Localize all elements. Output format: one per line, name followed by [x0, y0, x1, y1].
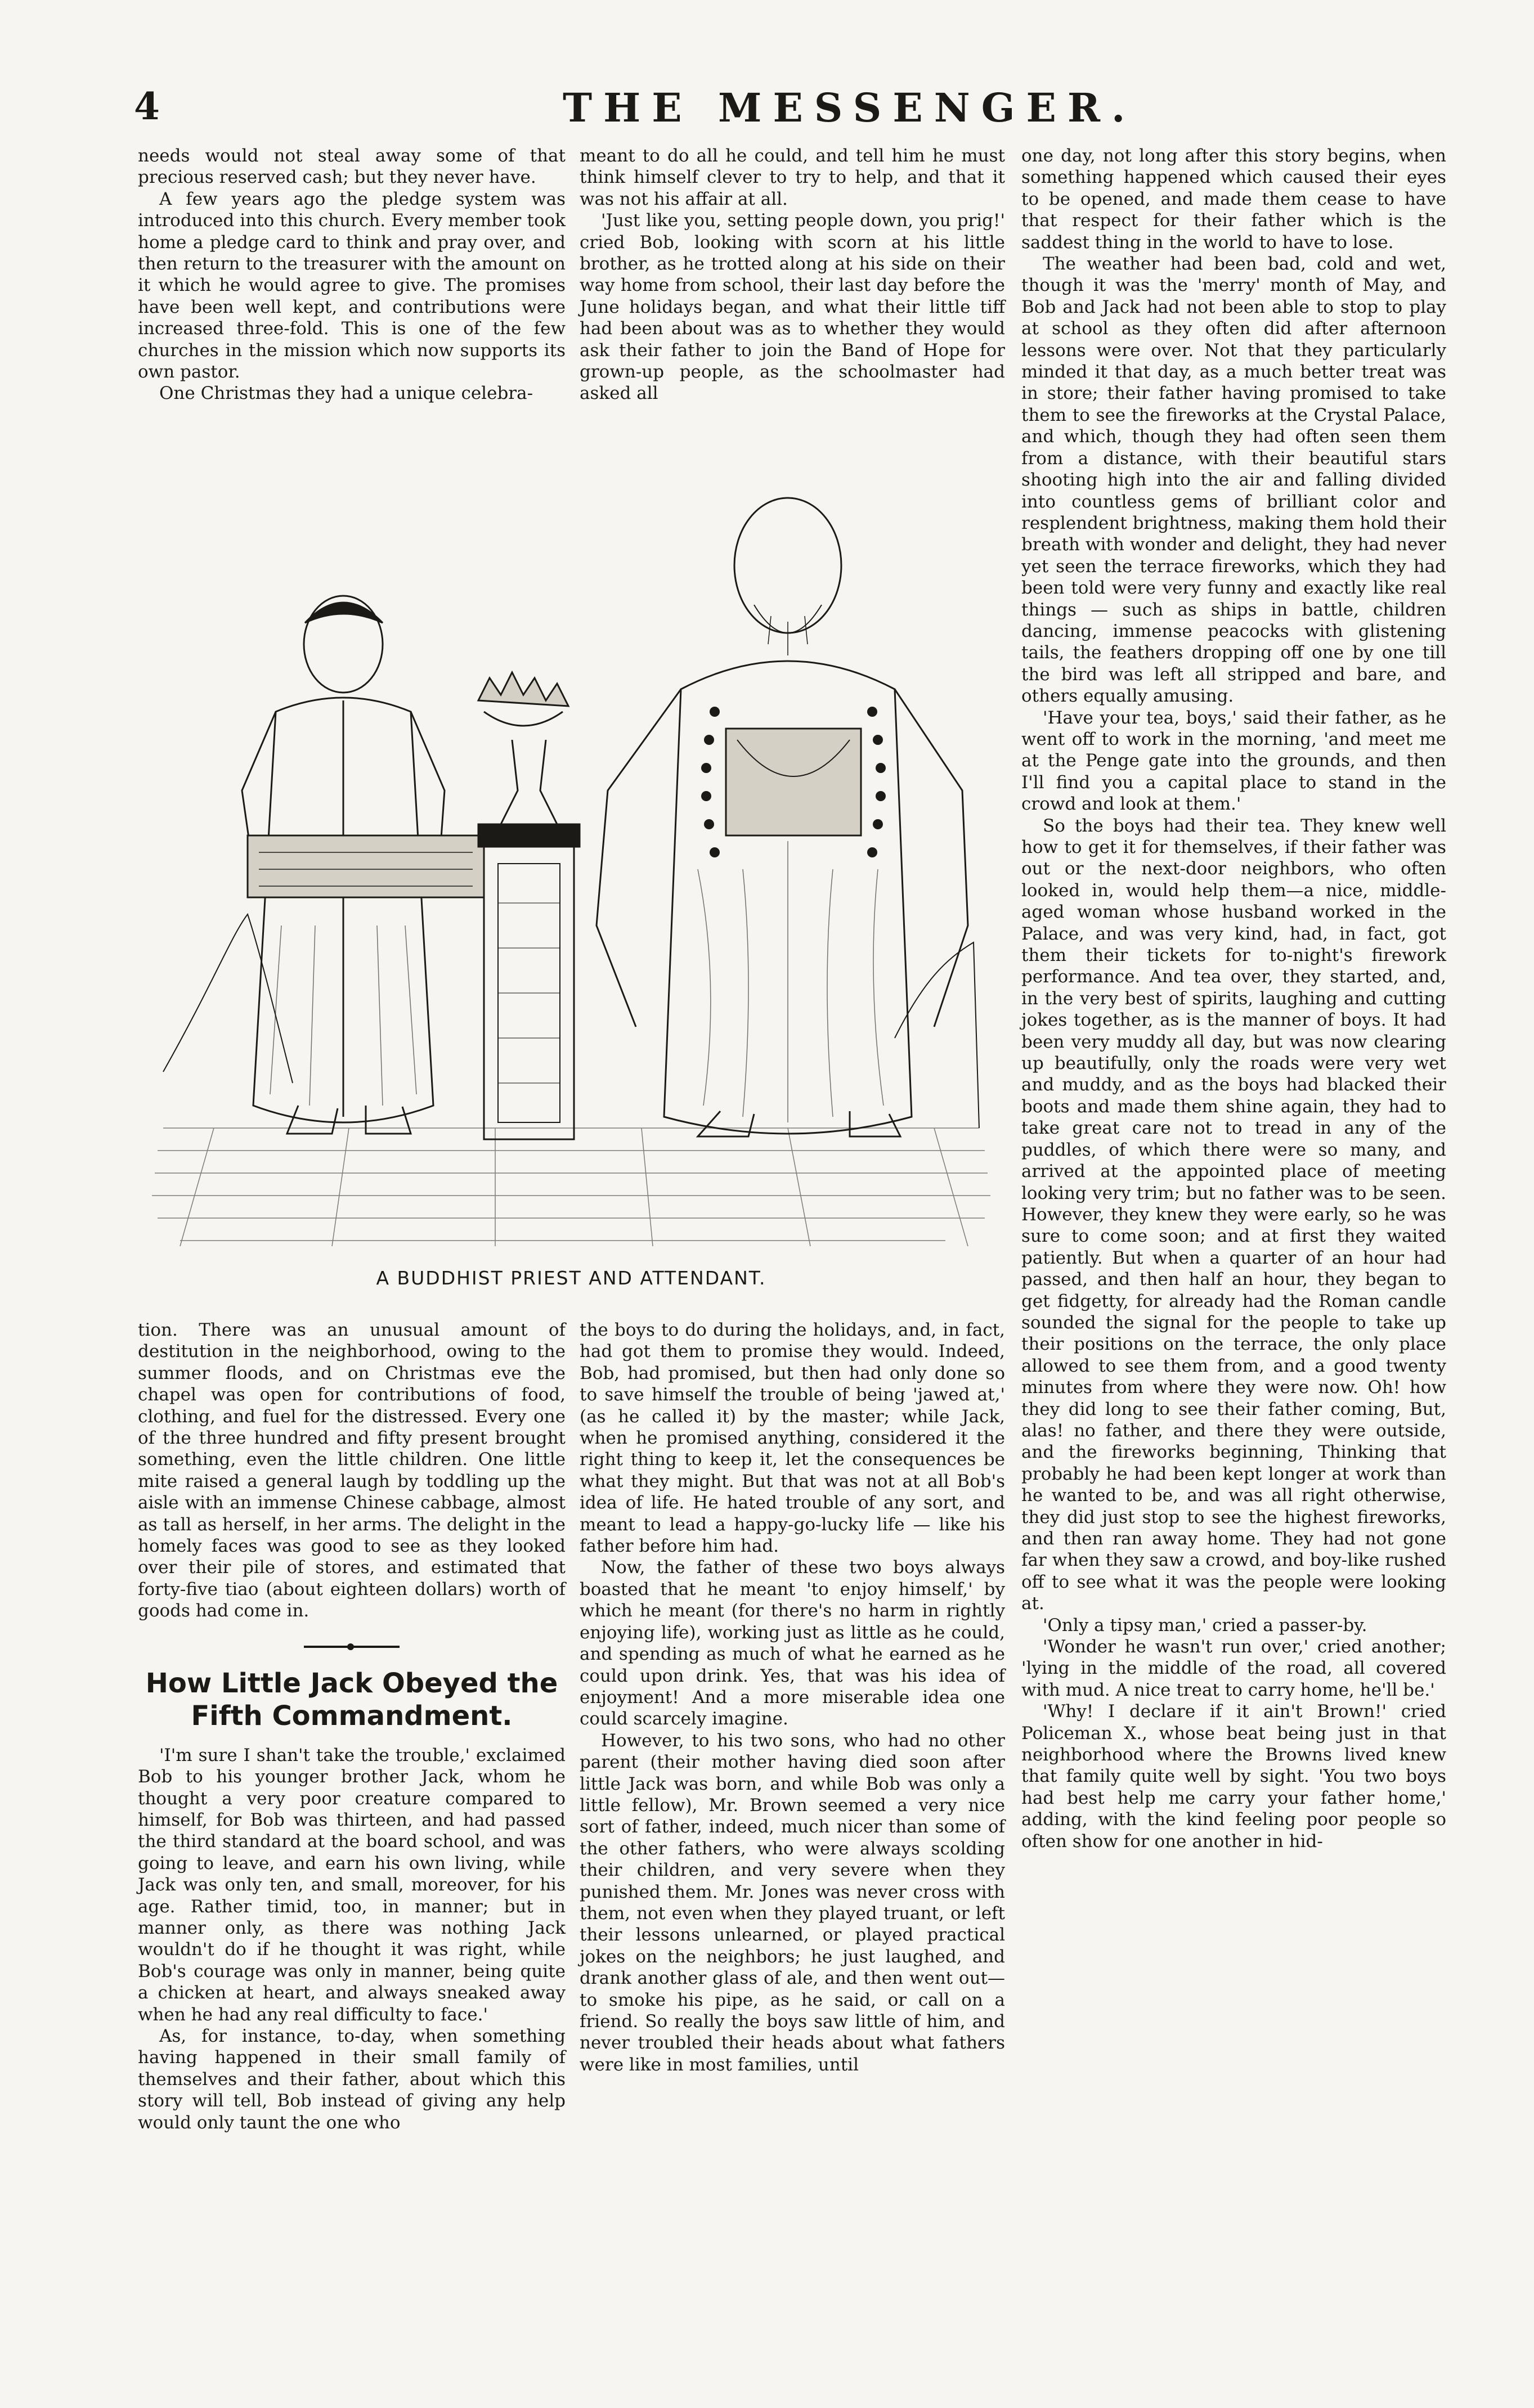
buddhist-priest-illustration [146, 475, 996, 1263]
paragraph: one day, not long after this story begins, when something happened which caused their eyes to be opened, and made them cease to have that respect for their father which is the saddest thing in the world to have to lose. [1021, 146, 1446, 253]
masthead-title: THE MESSENGER. [563, 84, 1137, 131]
paragraph: 'Wonder he wasn't run over,' cried another; 'lying in the middle of the road, all covered with mud. A nice treat to carry home, he'll be.' [1021, 1637, 1446, 1700]
paragraph: needs would not steal away some of that precious reserved cash; but they never have. [138, 146, 566, 188]
paragraph: 'Have your tea, boys,' said their father, as he went off to work in the morning, 'and meet me at the Penge gate into the grounds, and then I'll find you a capital place to stand in the crowd and look at them.' [1021, 707, 1446, 815]
paragraph: The weather had been bad, cold and wet, though it was the 'merry' month of May, and Bob and Jack had not been able to stop to play at school as they often did after afternoon lessons were over. Not that they particularly minded it that day, as a much better treat was in store; their father having promised to take them to see the fireworks at the Crystal Palace, and which, though they had often seen them from a distance, with their beautiful stars shooting high into the air and falling divided into countless gems of brilliant color and resplendent brightness, making them hold their breath with wonder and delight, they had never yet seen the terrace fireworks, which they had been told were very funny and exactly like real things — such as ships in battle, children dancing, immense peacocks with glistening tails, the feathers dropping off one by one till the bird was left all stripped and bare, and others equally amusing. [1021, 254, 1446, 707]
paragraph: 'Only a tipsy man,' cried a passer-by. [1043, 1615, 1367, 1636]
column-3 [1021, 145, 1446, 1852]
paragraph: 'I'm sure I shan't take the trouble,' exclaimed Bob to his younger brother Jack, whom he thought a very poor creature compared to himself, for Bob was thirteen, and had passed the third standard at the board school, and was going to leave, and earn his own living, while Jack was only ten, and small, moreover, for his age. Rather timid, too, in manner; but in manner only, as there was nothing Jack wouldn't do if he thought it was right, while Bob's courage was only in manner, being quite a chicken at heart, and always sneaked away when he had any real difficulty to face.' [138, 1745, 566, 2025]
paragraph: A few years ago the pledge system was introduced into this church. Every member took home a pledge card to think and pray over, and then return to the treasurer with the amount on it which he would agree to give. The promises have been well kept, and contributions were increased three-fold. This is one of the few churches in the mission which now supports its own pastor. [138, 188, 566, 383]
paragraph: So the boys had their tea. They knew well how to get it for themselves, if their father was out or the next-door neighbors, who often looked in, would help them—a nice, middle-aged woman whose husband worked in the Palace, and was very kind, had, in fact, got them their tickets for to-night's firework performance. And tea over, they started, and, in the very best of spirits, laughing and cutting jokes together, as is the manner of boys. It had been very muddy all day, but was now clearing up beautifully, only the roads were very wet and muddy, and as the boys had blacked their boots and made them shine again, they had to take great care not to tread in any of the puddles, of which there were so many, and arrived at the appointed place of meeting looking very trim; but no father was to be seen. However, they knew they were early, so he was sure to come soon; and at first they waited patiently. But when a quarter of an hour had passed, and then half an hour, they began to get fidgetty, for already had the Roman candle sounded the signal for the people to take up their positions on the terrace, the only place allowed to see them from, and a good twenty minutes from where they were now. Oh! how they did long to see their father coming, But, alas! no father, and there they were outside, and the fireworks beginning, Thinking that probably he had been kept longer at work than he wanted to be, and was all right otherwise, they did just stop to see the highest fireworks, and then ran away home. They had not gone far when they saw a crowd, and boy-like rushed off to see what it was the people were looking at. [1021, 815, 1446, 1614]
column-1-bottom [138, 1319, 566, 2133]
paragraph: As, for instance, to-day, when something having happened in their small family of themselves and their father, about which this story will tell, Bob instead of giving any help would only taunt the one who [138, 2025, 566, 2133]
column-1-top [138, 145, 566, 405]
illustration-caption: A BUDDHIST PRIEST AND ATTENDANT. [376, 1267, 766, 1289]
column-2-bottom [580, 1319, 1005, 2075]
story-headline: How Little Jack Obeyed the Fifth Commandment. [145, 1667, 558, 1732]
paragraph: 'Why! I declare if it ain't Brown!' cried Policeman X., whose beat being just in that neighborhood where the Browns lived knew that family quite well by sight. 'You two boys had best help me carry your father home,' adding, with the kind feeling poor people so often show for one another in hid- [1021, 1701, 1446, 1852]
paragraph: One Christmas they had a unique celebra- [159, 383, 533, 404]
page-number: 4 [134, 84, 160, 128]
column-2-top [580, 145, 1005, 405]
paragraph: However, to his two sons, who had no other parent (their mother having died soon after little Jack was born, and while Bob was only a little fellow), Mr. Brown seemed a very nice sort of father, indeed, much nicer than some of the other fathers, who were always scolding their children, and very severe when they punished them. Mr. Jones was never cross with them, not even when they played truant, or left their lessons unlearned, or played practical jokes on the neighbors; he just laughed, and drank another glass of ale, and then went out—to smoke his pipe, as he said, or call on a friend. So really the boys saw little of him, and never troubled their heads about what fathers were like in most families, until [580, 1730, 1005, 2075]
paragraph: meant to do all he could, and tell him he must think himself clever to try to help, and that it was not his affair at all. [580, 146, 1005, 209]
paragraph: the boys to do during the holidays, and, in fact, had got them to promise they would. Indeed, Bob, had promised, but then had only done so to save himself the trouble of being 'jawed at,' (as he called it) by the master; while Jack, when he promised anything, considered it the right thing to keep it, let the consequences be what they might. But that was not at all Bob's idea of life. He hated trouble of any sort, and meant to lead a happy-go-lucky life — like his father before him had. [580, 1320, 1005, 1557]
section-divider [304, 1646, 400, 1648]
paragraph: Now, the father of these two boys always boasted that he meant 'to enjoy himself,' by which he meant (for there's no harm in rightly enjoying life), working just as little as he could, and spending as much of what he earned as he could upon drink. Yes, that was his idea of enjoyment! And a more miserable idea one could scarcely imagine. [580, 1557, 1005, 1729]
paragraph: tion. There was an unusual amount of destitution in the neighborhood, owing to the summer floods, and on Christmas eve the chapel was open for contributions of food, clothing, and fuel for the distressed. Every one of the three hundred and fifty present brought something, even the little children. One little mite raised a general laugh by toddling up the aisle with an immense Chinese cabbage, almost as tall as herself, in her arms. The delight in the homely faces was good to see as they looked over their pile of stores, and estimated that forty-five tiao (about eighteen dollars) worth of goods had come in. [138, 1320, 566, 1621]
paragraph: 'Just like you, setting people down, you prig!' cried Bob, looking with scorn at his little brother, as he trotted along at his side on their way home from school, their last day before the June holidays began, and what their little tiff had been about was as to whether they would ask their father to join the Band of Hope for grown-up people, as the schoolmaster had asked all [580, 210, 1005, 404]
page-header [0, 84, 1534, 135]
